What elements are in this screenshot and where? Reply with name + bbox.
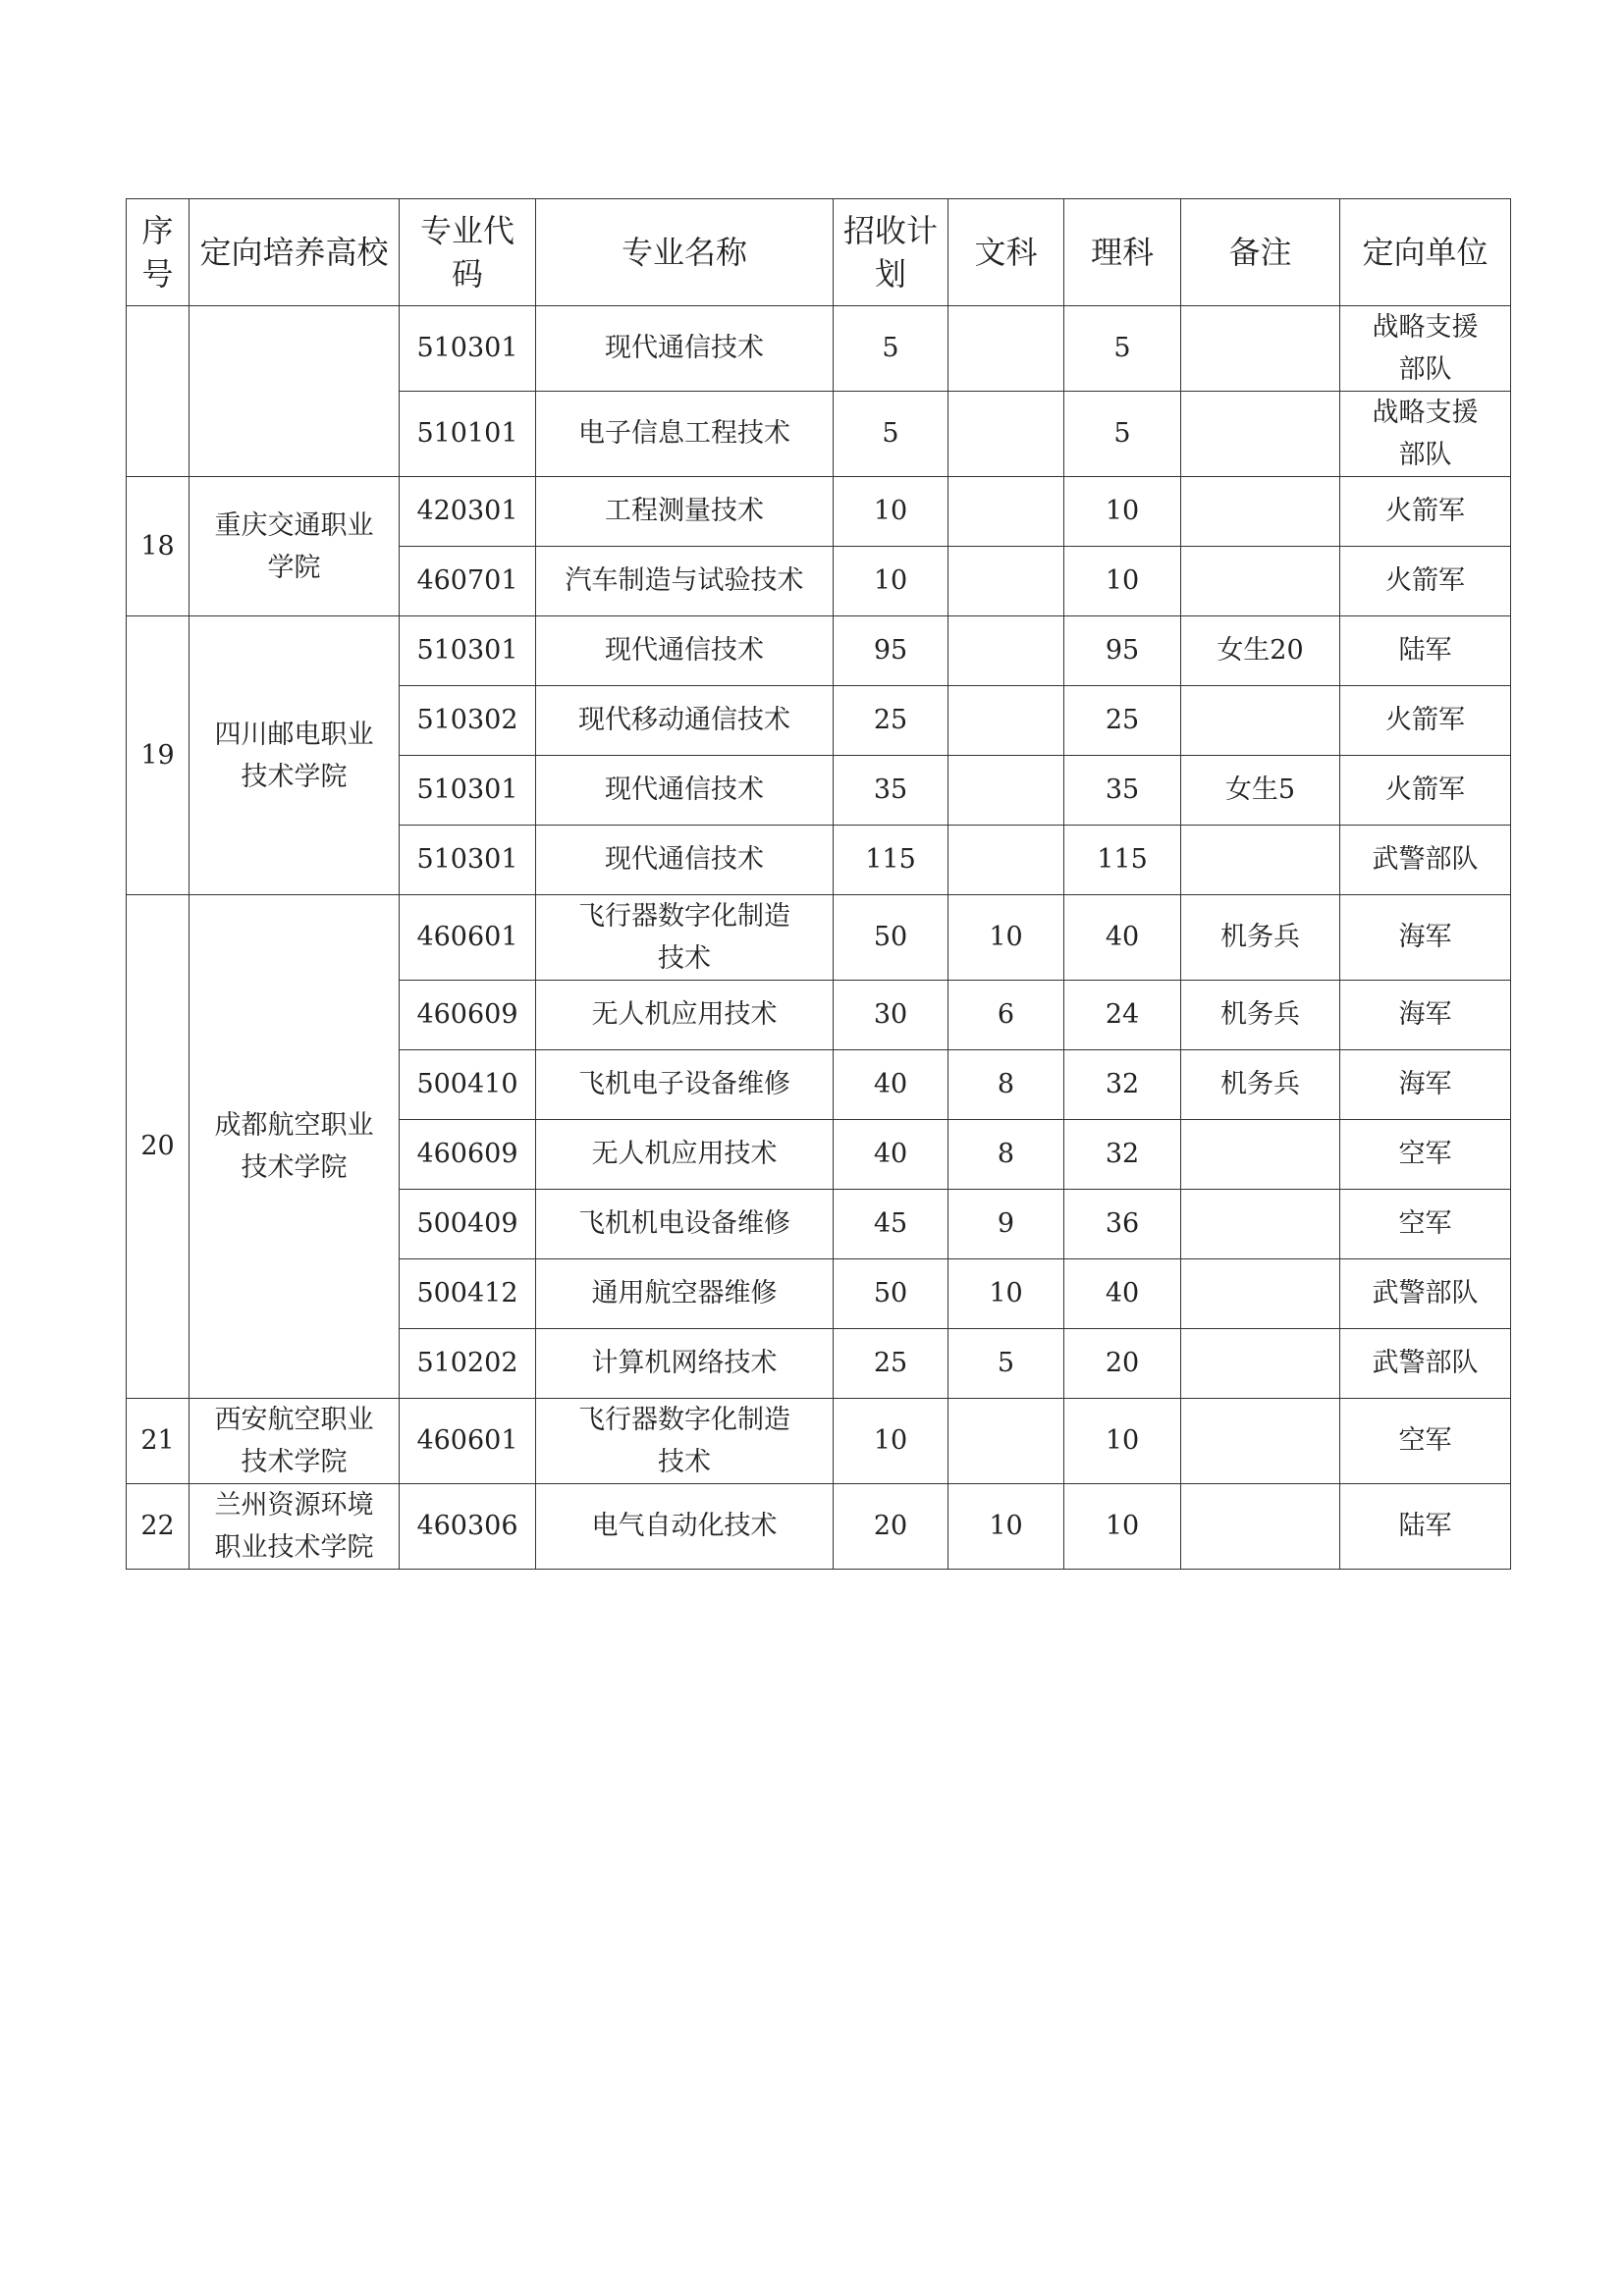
text-line: 序 bbox=[141, 212, 174, 249]
cell-note bbox=[1181, 1399, 1340, 1484]
header-label-science: 理科 bbox=[1090, 234, 1154, 271]
text-line: 部队 bbox=[1398, 440, 1452, 470]
cell-plan: 10 bbox=[834, 1399, 948, 1484]
cell-science: 35 bbox=[1064, 756, 1181, 826]
table-row bbox=[127, 1399, 1511, 1484]
cell-unit: 武警部队 bbox=[1340, 1259, 1511, 1329]
header-plan bbox=[834, 199, 948, 306]
table-row bbox=[127, 616, 1511, 686]
cell-science: 5 bbox=[1064, 306, 1181, 392]
cell-plan: 5 bbox=[834, 306, 948, 392]
cell-note bbox=[1181, 686, 1340, 756]
cell-arts bbox=[948, 547, 1064, 616]
cell-code: 510301 bbox=[400, 756, 536, 826]
cell-plan: 25 bbox=[834, 686, 948, 756]
cell-code: 420301 bbox=[400, 477, 536, 547]
text-line: 重庆交通职业 bbox=[214, 509, 374, 541]
cell-plan: 20 bbox=[834, 1484, 948, 1570]
cell-major: 飞机电子设备维修 bbox=[536, 1050, 834, 1120]
text-line: 定向培养 bbox=[199, 234, 326, 271]
cell-plan: 50 bbox=[834, 895, 948, 981]
header-label-plan bbox=[843, 212, 938, 293]
text-line: 西安航空职业 bbox=[214, 1405, 374, 1435]
text-line: 飞行器数字化制造 bbox=[578, 1405, 790, 1435]
text-line: 计划 bbox=[874, 212, 939, 293]
header-label-major: 专业名称 bbox=[621, 234, 747, 271]
cell-arts: 9 bbox=[948, 1190, 1064, 1259]
cell-arts bbox=[948, 477, 1064, 547]
text-line: 成都航空职业 bbox=[214, 1110, 374, 1141]
cell-plan: 50 bbox=[834, 1259, 948, 1329]
cell-science: 40 bbox=[1064, 1259, 1181, 1329]
cell-note: 机务兵 bbox=[1181, 895, 1340, 981]
cell-unit: 火箭军 bbox=[1340, 477, 1511, 547]
cell-science: 25 bbox=[1064, 686, 1181, 756]
cell-code: 510301 bbox=[400, 306, 536, 392]
cell-plan: 10 bbox=[834, 477, 948, 547]
cell-unit: 火箭军 bbox=[1340, 547, 1511, 616]
header-label-unit: 定向单位 bbox=[1362, 234, 1489, 271]
cell-major: 飞机机电设备维修 bbox=[536, 1190, 834, 1259]
cell-arts: 10 bbox=[948, 1259, 1064, 1329]
cell-plan: 10 bbox=[834, 547, 948, 616]
text-line: 高校 bbox=[325, 234, 389, 271]
cell-science: 40 bbox=[1064, 895, 1181, 981]
cell-unit bbox=[1340, 306, 1511, 392]
cell-arts bbox=[948, 686, 1064, 756]
cell-science: 36 bbox=[1064, 1190, 1181, 1259]
cell-arts: 6 bbox=[948, 981, 1064, 1050]
text-line: 号 bbox=[141, 255, 174, 293]
cell-school bbox=[189, 477, 400, 616]
cell-note bbox=[1181, 1190, 1340, 1259]
cell-major: 计算机网络技术 bbox=[536, 1329, 834, 1399]
text-line: 职业技术学院 bbox=[214, 1532, 374, 1563]
cell-school bbox=[189, 895, 400, 1399]
cell-major: 现代通信技术 bbox=[536, 826, 834, 895]
cell-arts: 10 bbox=[948, 895, 1064, 981]
header-label-arts: 文科 bbox=[974, 234, 1038, 271]
cell-plan: 5 bbox=[834, 392, 948, 477]
header-row bbox=[127, 199, 1511, 306]
cell-science: 10 bbox=[1064, 1399, 1181, 1484]
table-row bbox=[127, 477, 1511, 547]
cell-arts: 8 bbox=[948, 1120, 1064, 1190]
cell-seq bbox=[127, 306, 189, 477]
text-line: 飞行器数字化制造 bbox=[578, 901, 790, 932]
header-school bbox=[189, 199, 400, 306]
cell-science: 95 bbox=[1064, 616, 1181, 686]
cell-code: 510301 bbox=[400, 826, 536, 895]
header-label-code bbox=[420, 212, 514, 293]
cell-note bbox=[1181, 547, 1340, 616]
cell-code: 460306 bbox=[400, 1484, 536, 1570]
cell-note bbox=[1181, 392, 1340, 477]
cell-arts bbox=[948, 756, 1064, 826]
cell-code: 460601 bbox=[400, 895, 536, 981]
text-line: 部队 bbox=[1398, 354, 1452, 385]
cell-arts bbox=[948, 306, 1064, 392]
table-row bbox=[127, 306, 1511, 392]
cell-unit: 空军 bbox=[1340, 1120, 1511, 1190]
cell-unit: 火箭军 bbox=[1340, 756, 1511, 826]
cell-note: 女生5 bbox=[1181, 756, 1340, 826]
cell-unit bbox=[1340, 392, 1511, 477]
cell-code: 500412 bbox=[400, 1259, 536, 1329]
cell-seq: 20 bbox=[127, 895, 189, 1399]
cell-major: 通用航空器维修 bbox=[536, 1259, 834, 1329]
cell-school bbox=[189, 616, 400, 895]
cell-arts: 5 bbox=[948, 1329, 1064, 1399]
text-line: 招收 bbox=[842, 212, 906, 249]
cell-major: 工程测量技术 bbox=[536, 477, 834, 547]
text-line: 技术学院 bbox=[241, 1447, 348, 1477]
cell-major: 现代通信技术 bbox=[536, 756, 834, 826]
cell-note bbox=[1181, 1329, 1340, 1399]
cell-unit: 海军 bbox=[1340, 895, 1511, 981]
cell-arts bbox=[948, 1399, 1064, 1484]
cell-science: 115 bbox=[1064, 826, 1181, 895]
cell-plan: 40 bbox=[834, 1120, 948, 1190]
cell-seq: 21 bbox=[127, 1399, 189, 1484]
text-line: 技术学院 bbox=[241, 761, 348, 792]
cell-unit: 空军 bbox=[1340, 1190, 1511, 1259]
cell-plan: 35 bbox=[834, 756, 948, 826]
text-line: 技术 bbox=[658, 943, 711, 974]
cell-arts bbox=[948, 616, 1064, 686]
cell-code: 510202 bbox=[400, 1329, 536, 1399]
cell-major: 电子信息工程技术 bbox=[536, 392, 834, 477]
cell-major: 无人机应用技术 bbox=[536, 1120, 834, 1190]
cell-plan: 95 bbox=[834, 616, 948, 686]
cell-plan: 30 bbox=[834, 981, 948, 1050]
text-line: 兰州资源环境 bbox=[214, 1490, 374, 1521]
cell-school bbox=[189, 306, 400, 477]
text-line: 代码 bbox=[451, 212, 515, 293]
cell-seq: 19 bbox=[127, 616, 189, 895]
cell-note: 女生20 bbox=[1181, 616, 1340, 686]
header-note bbox=[1181, 199, 1340, 306]
cell-code: 510302 bbox=[400, 686, 536, 756]
text-line: 技术 bbox=[658, 1447, 711, 1477]
cell-code: 510101 bbox=[400, 392, 536, 477]
cell-code: 510301 bbox=[400, 616, 536, 686]
cell-unit: 武警部队 bbox=[1340, 1329, 1511, 1399]
cell-school bbox=[189, 1484, 400, 1570]
header-label-school bbox=[199, 234, 388, 271]
header-label-seq bbox=[141, 212, 173, 293]
cell-note bbox=[1181, 477, 1340, 547]
cell-school bbox=[189, 1399, 400, 1484]
cell-major: 汽车制造与试验技术 bbox=[536, 547, 834, 616]
table-row bbox=[127, 1484, 1511, 1570]
cell-code: 500409 bbox=[400, 1190, 536, 1259]
enrollment-plan-table bbox=[126, 198, 1511, 1570]
cell-unit: 海军 bbox=[1340, 1050, 1511, 1120]
cell-unit: 海军 bbox=[1340, 981, 1511, 1050]
cell-arts: 10 bbox=[948, 1484, 1064, 1570]
header-major bbox=[536, 199, 834, 306]
cell-unit: 陆军 bbox=[1340, 1484, 1511, 1570]
cell-science: 5 bbox=[1064, 392, 1181, 477]
cell-science: 20 bbox=[1064, 1329, 1181, 1399]
table-row bbox=[127, 895, 1511, 981]
cell-note bbox=[1181, 1259, 1340, 1329]
cell-major: 现代通信技术 bbox=[536, 616, 834, 686]
table-body bbox=[127, 306, 1511, 1570]
cell-arts: 8 bbox=[948, 1050, 1064, 1120]
cell-note: 机务兵 bbox=[1181, 1050, 1340, 1120]
cell-science: 10 bbox=[1064, 477, 1181, 547]
cell-science: 32 bbox=[1064, 1050, 1181, 1120]
text-line: 战略支援 bbox=[1372, 398, 1479, 428]
cell-note bbox=[1181, 1484, 1340, 1570]
cell-unit: 空军 bbox=[1340, 1399, 1511, 1484]
header-label-note: 备注 bbox=[1228, 234, 1292, 271]
text-line: 专业 bbox=[419, 212, 483, 249]
cell-arts bbox=[948, 826, 1064, 895]
cell-science: 10 bbox=[1064, 547, 1181, 616]
cell-unit: 火箭军 bbox=[1340, 686, 1511, 756]
header-science bbox=[1064, 199, 1181, 306]
header-seq bbox=[127, 199, 189, 306]
cell-plan: 45 bbox=[834, 1190, 948, 1259]
cell-science: 32 bbox=[1064, 1120, 1181, 1190]
cell-note bbox=[1181, 826, 1340, 895]
text-line: 战略支援 bbox=[1372, 312, 1479, 343]
text-line: 学院 bbox=[267, 552, 321, 583]
header-code bbox=[400, 199, 536, 306]
cell-plan: 25 bbox=[834, 1329, 948, 1399]
cell-note bbox=[1181, 306, 1340, 392]
cell-unit: 武警部队 bbox=[1340, 826, 1511, 895]
cell-code: 460609 bbox=[400, 1120, 536, 1190]
cell-unit: 陆军 bbox=[1340, 616, 1511, 686]
text-line: 四川邮电职业 bbox=[214, 719, 374, 750]
cell-major bbox=[536, 895, 834, 981]
cell-code: 460701 bbox=[400, 547, 536, 616]
cell-science: 24 bbox=[1064, 981, 1181, 1050]
header-unit bbox=[1340, 199, 1511, 306]
cell-major bbox=[536, 1399, 834, 1484]
cell-major: 现代通信技术 bbox=[536, 306, 834, 392]
cell-arts bbox=[948, 392, 1064, 477]
cell-code: 460609 bbox=[400, 981, 536, 1050]
cell-code: 500410 bbox=[400, 1050, 536, 1120]
cell-major: 现代移动通信技术 bbox=[536, 686, 834, 756]
cell-major: 无人机应用技术 bbox=[536, 981, 834, 1050]
cell-note bbox=[1181, 1120, 1340, 1190]
cell-seq: 22 bbox=[127, 1484, 189, 1570]
cell-seq: 18 bbox=[127, 477, 189, 616]
text-line: 技术学院 bbox=[241, 1152, 348, 1183]
cell-plan: 40 bbox=[834, 1050, 948, 1120]
cell-plan: 115 bbox=[834, 826, 948, 895]
cell-code: 460601 bbox=[400, 1399, 536, 1484]
cell-major: 电气自动化技术 bbox=[536, 1484, 834, 1570]
cell-science: 10 bbox=[1064, 1484, 1181, 1570]
header-arts bbox=[948, 199, 1064, 306]
cell-note: 机务兵 bbox=[1181, 981, 1340, 1050]
